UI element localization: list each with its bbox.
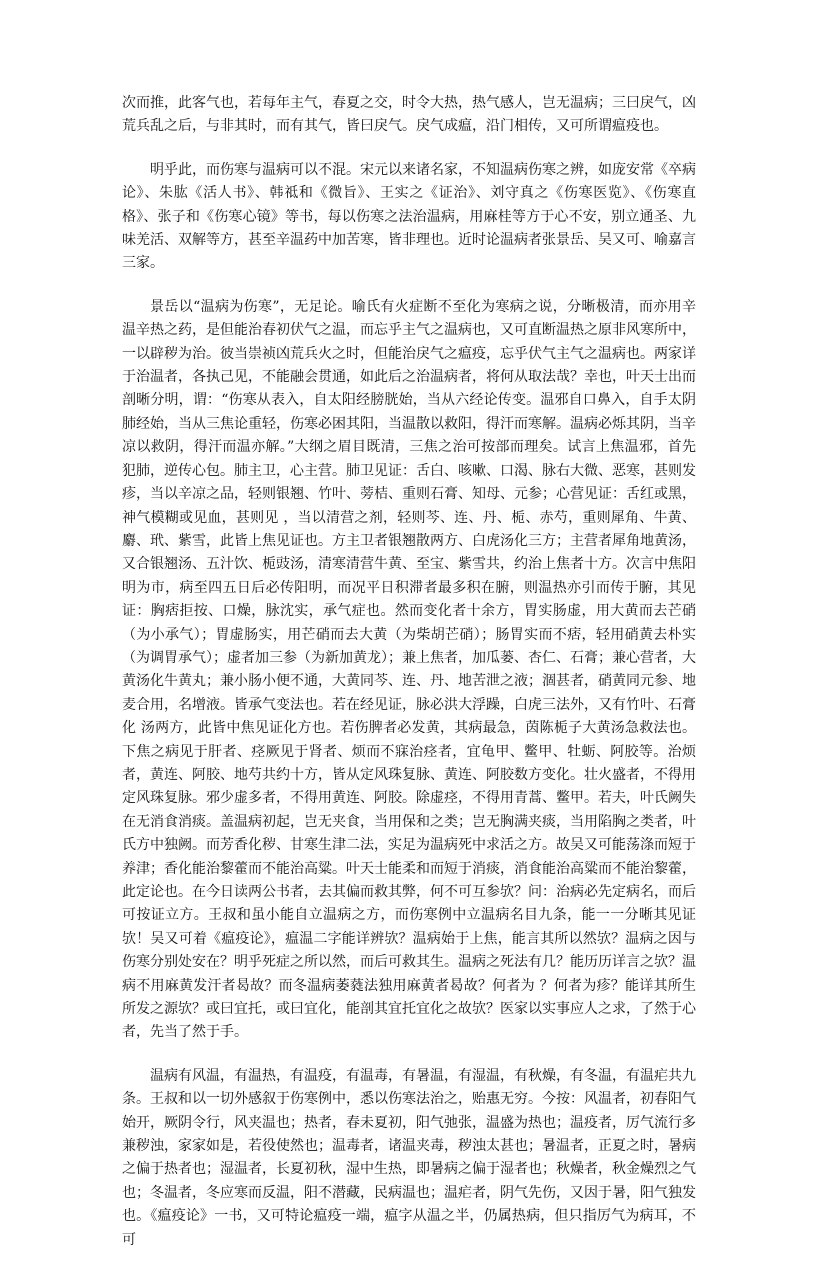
- paragraph-schools: 明乎此，而伤寒与温病可以不混。宋元以来诸名家，不知温病伤寒之辨，如庞安常《卒病论》、朱肱《活人书》、韩祗和《微旨》、王实之《证治》、刘守真之《伤寒医览》、《伤寒直格》、张子和《伤寒心镜》等书，每以伤寒之法治温病，用麻桂等方于心不安，别立通圣、九味羌活、双解等方，甚至辛温药中加苦寒，皆非理也。近时论温病者张景岳、吴又可、喻嘉言三家。: [122, 161, 696, 272]
- paragraph-three-jiao: 景岳以“温病为伤寒”，无足论。喻氏有火症断不至化为寒病之说，分晰极清，而亦用辛温辛热之药，是但能治春初伏气之温，而忘乎主气之温病也，又可直断温热之原非风寒所中，一以辟秽为治。彼当崇祯凶荒兵火之时，但能治戾气之瘟疫，忘乎伏气主气之温病也。两家详于治温者，各执己见，不能融会贯通，如此后之治温病者，将何从取法哉？幸也，叶天士出而剖晰分明，谓：“伤寒从表入，自太阳经膀胱始，当从六经论传变。温邪自口鼻入，自手太阴肺经始，当从三焦论重轻，伤寒必困其阳，当温散以救阳，得汗而寒解。温病必烁其阴，当辛凉以救阴，得汗而温亦解。”大纲之眉目既清，三焦之治可按部而理矣。试言上焦温邪，首先犯肺，逆传心包。肺主卫，心主营。肺卫见证：舌白、咳嗽、口渴、脉右大微、恶寒，甚则发疹，当以辛凉之品，轻则银翘、竹叶、蒡桔、重则石膏、知母、元参；心营见证：舌红或黑，神气模糊或见血，甚则见 ，当以清营之剂，轻则芩、连、丹、栀、赤芍，重则犀角、牛黄、麝、玳、紫雪，此皆上焦见证也。方主卫者银翘散两方、白虎汤化三方；主营者犀角地黄汤，又合银翘汤、五汁饮、栀豉汤，清寒清营牛黄、至宝、紫雪共，约治上焦者十方。次言中焦阳明为市，病至四五日后必传阳明，而况平日积滞者最多积在腑，则温热亦引而传于腑，其见证：胸痞拒按、口燥，脉沈实，承气症也。然而变化者十余方，胃实肠虚，用大黄而去芒硝（为小承气）；胃虚肠实，用芒硝而去大黄（为柴胡芒硝）；肠胃实而不痞，轻用硝黄去朴实（为调胃承气）；虚者加三参（为新加黄龙）；兼上焦者，加瓜蒌、杏仁、石膏；兼心营者，大黄汤化牛黄丸；兼小肠小便不通，大黄同芩、连、丹、地苦泄之液；涸甚者，硝黄同元参、地麦合用，名增液。皆承气变法也。若在经见证，脉必洪大浮躁，白虎三法外，又有竹叶、石膏化 汤两方，此皆中焦见证化方也。若伤脾者必发黄，其病最急，茵陈栀子大黄汤急救法也。下焦之病见于肝者、痉厥见于肾者、烦而不寐治痉者，宜龟甲、鳖甲、牡蛎、阿胶等。治烦者，黄连、阿胶、地芍共约十方，皆从定风珠复脉、黄连、阿胶数方变化。壮火盛者，不得用定风珠复脉。邪少虚多者，不得用黄连、阿胶。除虚痉，不得用青蒿、鳖甲。若夫，叶氏阙失在无消食消痰。盖温病初起，岂无夹食，当用保和之类；岂无胸满夹痰，当用陷胸之类者，叶氏方中独阙。而芳香化秽、甘寒生津二法，实足为温病死中求活之方。故吴又可能荡涤而短于养津；香化能治黎藿而不能治高粱。叶天士能柔和而短于消痰，消食能治高粱而不能治黎藿，此定论也。在今日读两公书者，去其偏而救其弊，何不可互参欤？问：治病必先定病名，而后可按证立方。王叔和虽小能自立温病之方，而伤寒例中立温病名目九条，能一一分晰其见证欤！吴又可着《瘟疫论》，瘟温二字能详辨欤？温病始于上焦，能言其所以然欤？温病之因与伤寒分别处安在？明乎死症之所以然，而后可救其生。温病之死法有几？能历历详言之欤？温病不用麻黄发汗者曷故？而冬温病萎蕤法独用麻黄者曷故？何者为 ？何者为疹？能详其所生所发之源欤？或曰宜托，或曰宜化，能剖其宜托宜化之故欤？医家以实事应人之求，了然于心者，先当了然于手。: [122, 298, 696, 1041]
- document-page: [122, 92, 696, 1272]
- paragraph-nine-types: 温病有风温，有温热，有温疫，有温毒，有暑温，有湿温，有秋燥，有冬温，有温疟共九条。王叔和以一切外感叙于伤寒例中，悉以伤寒法治之，贻惠无穷。今按：风温者，初春阳气始开，厥阴令行，风夹温也；热者，春未夏初，阳气弛张，温盛为热也；温疫者，厉气流行多兼秽浊，家家如是，若役使然也；温毒者，诸温夹毒，秽浊太甚也；暑温者，正夏之时，暑病之偏于热者也；湿温者，长夏初秋，湿中生热，即暑病之偏于湿者也；秋燥者，秋金燥烈之气也；冬温者，冬应寒而反温，阳不潜藏，民病温也；温疟者，阴气先伤，又因于暑，阳气独发也。《瘟疫论》一书，又可特论瘟疫一端，瘟字从温之半，仍属热病，但只指厉气为病耳，不可: [122, 1067, 696, 1248]
- paragraph-continuation: 次而推，此客气也，若每年主气，春夏之交，时令大热，热气感人，岂无温病；三曰戾气，凶荒兵乱之后，与非其时，而有其气，皆曰戾气。戾气成瘟，沿门相传，又可所谓瘟疫也。: [122, 95, 696, 135]
